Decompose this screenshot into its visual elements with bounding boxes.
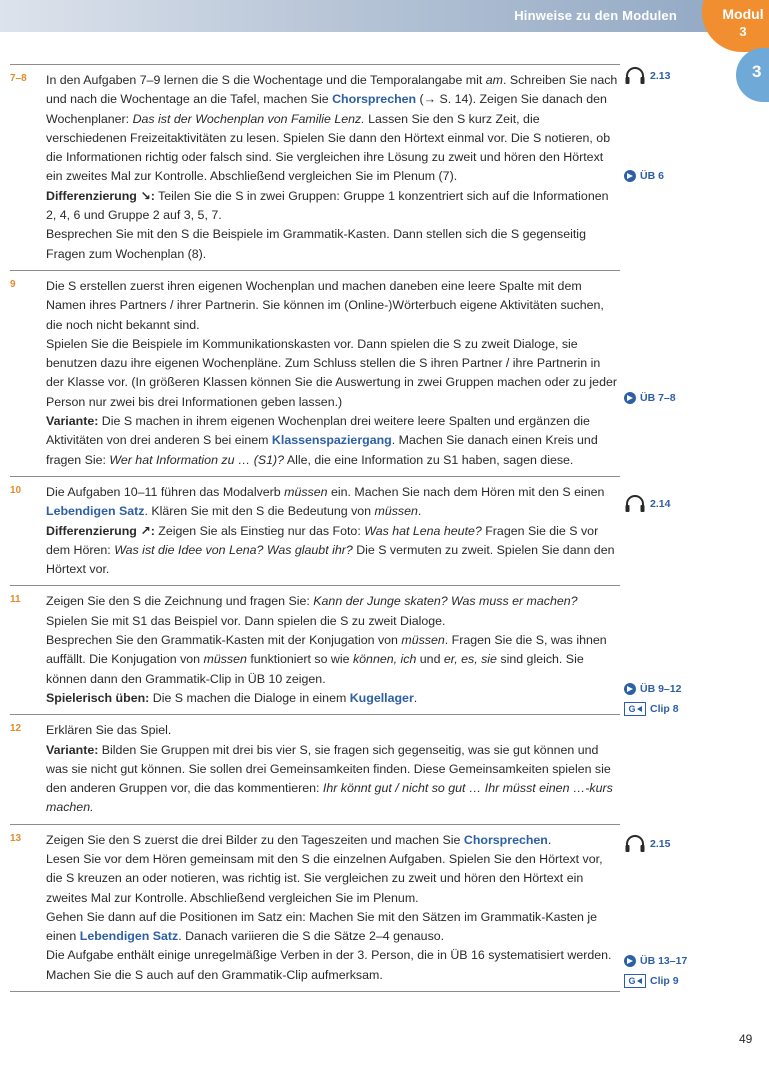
audio-ref-2-15[interactable] — [624, 836, 670, 852]
text-run: . Klären Sie mit den S die Bedeutung von — [144, 504, 375, 519]
note-block-11 — [10, 585, 620, 714]
text-run: ein. Machen Sie nach dem Hören mit den S einen — [327, 484, 605, 499]
block-number: 7–8 — [10, 73, 27, 84]
block-number: 9 — [10, 278, 16, 290]
block-text — [46, 592, 620, 708]
block-number: 11 — [10, 594, 21, 606]
text-run: Kann der Junge skaten? Was muss er machen? — [313, 594, 578, 609]
circle-arrow-icon — [624, 955, 636, 967]
exercise-label: ÜB 6 — [640, 170, 664, 182]
text-run: . — [413, 690, 418, 705]
text-run: und — [416, 652, 444, 667]
headphones-icon — [624, 835, 646, 853]
text-run: . Machen Sie danach einen Kreis und fragen Sie: — [46, 433, 598, 467]
text-run: . Danach variieren die S die Sätze 2–4 genauso. — [178, 929, 445, 944]
text-run: (→ S. 14). Zeigen Sie danach den Wochenplaner: — [46, 92, 607, 126]
exercise-label: ÜB 9–12 — [640, 683, 682, 695]
chapter-number: 3 — [752, 62, 762, 81]
text-run: Zeigen Sie den S zuerst die drei Bilder zu den Tageszeiten und machen Sie — [46, 832, 464, 847]
method-link-lebendiger-satz[interactable]: Lebendigen Satz — [46, 504, 145, 519]
clip-ref-9[interactable] — [624, 973, 679, 989]
exercise-label: ÜB 13–17 — [640, 955, 688, 967]
exercise-label: ÜB 7–8 — [640, 392, 676, 404]
text-run: . Schreiben Sie nach und nach die Wochentage an die Tafel, machen Sie — [46, 73, 618, 107]
text-run: Fragen Sie die S vor dem Hören: — [46, 523, 599, 557]
text-run: Alle, die eine Information zu S1 haben, sagen diese. — [284, 452, 574, 467]
text-run: sind gleich. Sie können dann den Grammatik-Clip in ÜB 10 zeigen. — [46, 652, 584, 686]
text-run: am — [485, 73, 503, 87]
text-run: Zeigen Sie als Einstieg nur das Foto: — [154, 523, 365, 538]
note-block-10 — [10, 476, 620, 585]
text-run: er, es, sie — [443, 652, 497, 667]
method-link-chorsprechen[interactable]: Chorsprechen — [332, 92, 417, 107]
text-run: können, ich — [352, 652, 417, 667]
header-title: Hinweise zu den Modulen — [514, 8, 677, 23]
exercise-ref-ueb-9-12[interactable] — [624, 681, 681, 697]
modul-tab — [702, 0, 769, 52]
audio-track-label: 2.15 — [650, 838, 671, 850]
text-run: Spielen Sie mit S1 das Beispiel vor. Dann spielen die S zu zweit Dialoge. — [46, 613, 446, 628]
method-link-klassenspaziergang[interactable]: Klassenspaziergang — [271, 433, 392, 448]
modul-label: Modul — [722, 6, 764, 22]
chapter-badge — [736, 48, 769, 102]
notes-list — [10, 64, 620, 992]
header-bar — [0, 0, 769, 32]
note-block-13 — [10, 824, 620, 992]
headphones-icon — [624, 495, 646, 513]
text-run: müssen — [401, 633, 445, 648]
text-run: Besprechen Sie mit den S die Beispiele im Grammatik-Kasten. Dann stellen sich die S gegenseitig Fragen zum Wochenplan (8). — [46, 227, 586, 261]
block-text — [46, 831, 620, 985]
grammar-clip-icon: G — [624, 974, 646, 988]
clip-label: Clip 8 — [650, 703, 679, 715]
text-run: müssen — [284, 484, 328, 499]
modul-number: 3 — [739, 24, 747, 39]
text-run: Gehen Sie dann auf die Positionen im Satz ein: Machen Sie mit den Sätzen im Grammatik-Kasten je einen — [46, 909, 597, 944]
method-link-lebendiger-satz[interactable]: Lebendigen Satz — [79, 929, 179, 944]
text-run: Die S machen in ihrem eigenen Wochenplan drei weitere leere Spalten und ergänzen die Aktivitäten von drei anderen S bei einem — [46, 414, 590, 448]
text-run: . — [417, 504, 422, 519]
text-run: In den Aufgaben 7–9 lernen die S die Wochentage und die Temporalangabe mit — [46, 73, 486, 87]
note-block-12 — [10, 714, 620, 823]
text-run: Lesen Sie vor dem Hören gemeinsam mit den S die einzelnen Aufgaben. Spielen Sie den Hörtext vor, die S kreuzen an oder notieren, was richtig ist. Sie vergleichen zu zweit und hören den Hörtext ein zweites Mal zur Kontrolle. Abschließend vergleichen Sie im Plenum. — [46, 851, 603, 905]
text-run: müssen — [203, 652, 247, 667]
text-run: funktioniert so wie — [246, 652, 353, 667]
clip-label: Clip 9 — [650, 975, 679, 987]
text-run: Erklären Sie das Spiel. — [46, 723, 172, 738]
text-run: Zeigen Sie den S die Zeichnung und fragen Sie: — [46, 594, 314, 609]
block-number: 12 — [10, 723, 22, 735]
text-run: Wer hat Information zu … (S1)? — [109, 452, 285, 467]
text-run: Das ist der Wochenplan von Familie Lenz. — [132, 111, 365, 126]
variant-label: Variante: — [46, 414, 99, 429]
text-run: Die Aufgaben 10–11 führen das Modalverb — [46, 484, 285, 499]
exercise-ref-ueb-7-8[interactable] — [624, 390, 676, 406]
block-text — [46, 483, 620, 579]
grammar-clip-icon: G — [624, 702, 646, 716]
playful-practice-label: Spielerisch üben: — [46, 690, 150, 705]
text-run: Was ist die Idee von Lena? Was glaubt ihr? — [114, 542, 353, 557]
text-run: Ihr könnt gut / nicht so gut … Ihr müsst einen …-kurs machen. — [46, 781, 613, 815]
note-block-7-8 — [10, 64, 620, 270]
page-number: 49 — [739, 1032, 753, 1046]
text-run: Bilden Sie Gruppen mit drei bis vier S, sie fragen sich gegenseitig, was sie gut können und was sie nicht gut können. Sie sollen drei Gemeinsamkeiten finden. Diese Gemeinsamkeiten spielen sie den anderen Gruppen vor, die das kommentieren: — [46, 742, 611, 796]
headphones-icon — [624, 67, 646, 85]
audio-track-label: 2.13 — [650, 70, 671, 82]
note-block-9 — [10, 270, 620, 476]
audio-track-label: 2.14 — [650, 498, 671, 510]
block-number: 10 — [10, 484, 22, 496]
block-number: 13 — [10, 832, 22, 844]
method-link-kugellager[interactable]: Kugellager — [349, 690, 414, 705]
block-text — [46, 71, 620, 264]
text-run: Die S erstellen zuerst ihren eigenen Wochenplan und machen daneben eine leere Spalte mit dem Namen ihres Partners / ihrer Partnerin. Sie können im (Online-)Wörterbuch eigene Aktivitäten suchen, die noch nicht bekannt sind. — [46, 278, 604, 332]
text-run: Lassen Sie den S kurz Zeit, die verschiedenen Freizeitaktivitäten zu lesen. Spielen Sie dann den Hörtext einmal vor. Die S notieren, ob die Informationen richtig oder falsch sind. Sie vergleichen ihre Lösung zu zweit und hören den Hörtext ein zweites Mal zur Kontrolle. Abschließend vergleichen Sie im Plenum (7). — [46, 111, 611, 184]
differentiation-label: Differenzierung ↗: — [46, 523, 155, 538]
circle-arrow-icon — [624, 392, 636, 404]
text-run: Was hat Lena heute? — [364, 523, 482, 538]
circle-arrow-icon — [624, 683, 636, 695]
text-run: Besprechen Sie den Grammatik-Kasten mit der Konjugation von — [46, 633, 402, 648]
text-run: Die Aufgabe enthält einige unregelmäßige Verben in der 3. Person, die in ÜB 16 systematisiert werden. Machen Sie die S auch auf den Grammatik-Clip aufmerksam. — [46, 948, 612, 982]
text-run: Teilen Sie die S in zwei Gruppen: Gruppe 1 konzentriert sich auf die Informationen 2, 4, 6 und Gruppe 2 auf 3, 5, 7. — [46, 188, 609, 223]
text-run: Die S machen die Dialoge in einem — [149, 690, 350, 705]
method-link-chorsprechen[interactable]: Chorsprechen — [463, 832, 548, 847]
text-run: . — [547, 832, 552, 847]
text-run: . Fragen Sie die S, was ihnen auffällt. Die Konjugation von — [46, 633, 607, 667]
exercise-ref-ueb-6[interactable] — [624, 168, 664, 184]
exercise-ref-ueb-13-17[interactable] — [624, 953, 687, 969]
differentiation-label: Differenzierung ↘: — [46, 188, 155, 203]
variant-label: Variante: — [46, 742, 99, 757]
block-text — [46, 721, 620, 817]
text-run: Die S vermuten zu zweit. Spielen Sie dann den Hörtext vor. — [46, 542, 615, 577]
block-text — [46, 277, 620, 470]
clip-ref-8[interactable] — [624, 701, 679, 717]
text-run: Spielen Sie die Beispiele im Kommunikationskasten vor. Dann spielen die S zu zweit Dialoge, sie benutzen dazu ihre eigenen Wochenpläne. Zum Schluss stellen die S ihren Partner / ihre Partnerin in der Klasse vor. (In größeren Klassen können Sie die Auswertung in zwei Gruppen machen oder zu jeder Person nur zwei bis drei Informationen geben lassen.) — [46, 336, 617, 409]
audio-ref-2-14[interactable] — [624, 496, 670, 512]
circle-arrow-icon — [624, 170, 636, 182]
audio-ref-2-13[interactable] — [624, 68, 670, 84]
text-run: müssen — [374, 504, 418, 519]
